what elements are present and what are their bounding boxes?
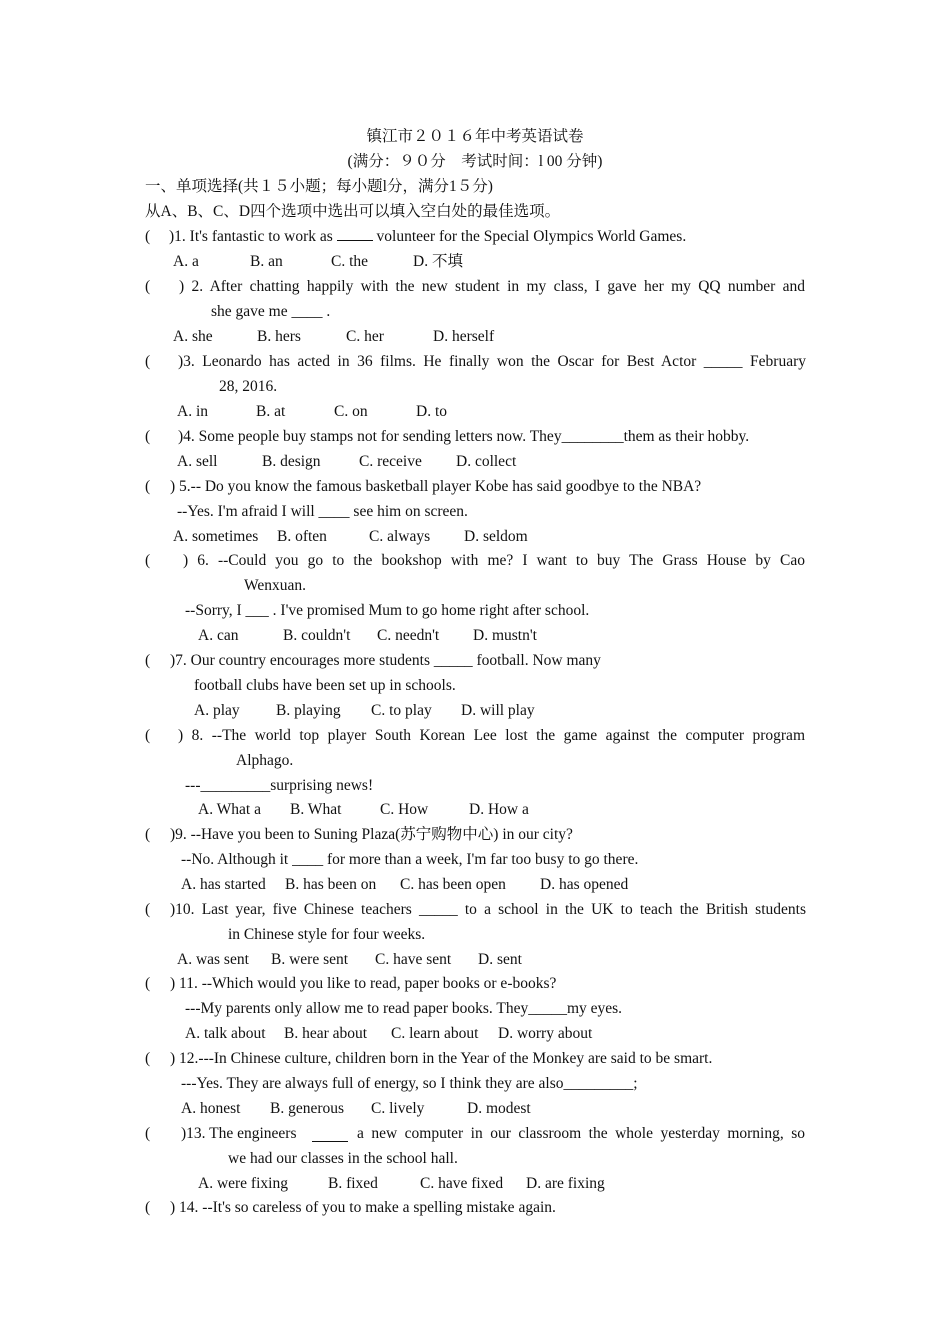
answer-blank <box>312 1126 348 1142</box>
option-a: A. talk about <box>185 1025 266 1042</box>
option-b: B. fixed <box>328 1175 378 1192</box>
question-8-reply: ---_________surprising news! <box>185 777 374 794</box>
question-6: ( ) 6. --Could you go to the bookshop with me? I want to buy The Grass House by Cao <box>145 552 805 569</box>
option-c: C. How <box>380 801 429 818</box>
option-a: A. can <box>198 627 239 644</box>
question-14: ( ) 14. --It's so careless of you to make a spelling mistake again. <box>145 1199 556 1216</box>
option-d: D. seldom <box>464 528 528 545</box>
option-b: B. generous <box>270 1100 345 1117</box>
option-d: D. will play <box>461 702 535 719</box>
question-13-options <box>0 1171 950 1196</box>
question-8-cont: Alphago. <box>236 752 294 769</box>
answer-paren: ( <box>145 228 151 245</box>
option-a: A. has started <box>181 876 266 893</box>
option-c: C. have fixed <box>420 1175 504 1192</box>
option-b: B. hers <box>257 328 301 345</box>
option-c: C. on <box>334 403 368 420</box>
question-10-options <box>0 947 950 972</box>
question-10-cont: in Chinese style for four weeks. <box>228 926 426 943</box>
option-b: B. were sent <box>271 951 349 968</box>
option-d: D. How a <box>469 801 529 818</box>
page-subtitle: (满分：９０分 考试时间：l 00 分钟) <box>347 153 603 170</box>
question-1-options <box>0 249 950 274</box>
question-5-cont: --Yes. I'm afraid I will ____ see him on screen. <box>177 503 468 520</box>
question-2-options <box>0 324 950 349</box>
question-8-options <box>0 797 950 822</box>
question-7: ( )7. Our country encourages more students _____ football. Now many <box>145 652 601 669</box>
question-9: ( )9. --Have you been to Suning Plaza(苏宁购物中心) in our city? <box>145 826 573 843</box>
question-13-cont: we had our classes in the school hall. <box>228 1150 458 1167</box>
option-a: A. were fixing <box>198 1175 288 1192</box>
option-a: A. sell <box>177 453 218 470</box>
option-b: B. an <box>250 253 283 270</box>
question-6-reply: --Sorry, I ___ . I've promised Mum to go home right after school. <box>185 602 590 619</box>
option-c: C. has been open <box>400 876 506 893</box>
question-4-options <box>0 449 950 474</box>
option-d: D. 不填 <box>413 253 463 270</box>
option-c: C. needn't <box>377 627 440 644</box>
option-d: D. mustn't <box>473 627 537 644</box>
question-11-options <box>0 1021 950 1046</box>
option-d: D. herself <box>433 328 495 345</box>
question-2-cont: she gave me ____ . <box>211 303 331 320</box>
option-c: C. learn about <box>391 1025 479 1042</box>
option-b: B. What <box>290 801 342 818</box>
option-c: C. the <box>331 253 369 270</box>
option-b: B. playing <box>276 702 341 719</box>
question-3: ( )3. Leonardo has acted in 36 films. He finally won the Oscar for Best Actor _____ February <box>145 353 806 370</box>
question-12-options <box>0 1096 950 1121</box>
option-a: A. What a <box>198 801 261 818</box>
option-c: C. receive <box>359 453 422 470</box>
question-5: ( ) 5.-- Do you know the famous basketball player Kobe has said goodbye to the NBA? <box>145 478 702 495</box>
question-9-options <box>0 872 950 897</box>
option-a: A. sometimes <box>173 528 259 545</box>
option-c: C. her <box>346 328 384 345</box>
section-instruction: 从A、B、C、D四个选项中选出可以填入空白处的最佳选项。 <box>145 203 561 220</box>
question-7-cont: football clubs have been set up in schools. <box>194 677 456 694</box>
question-9-reply: --No. Although it ____ for more than a week, I'm far too busy to go there. <box>181 851 639 868</box>
question-1: ( )1. It's fantastic to work as volunteer for the Special Olympics World Games. <box>145 224 810 249</box>
option-d: D. worry about <box>498 1025 593 1042</box>
question-3-options <box>0 399 950 424</box>
option-a: A. play <box>194 702 240 719</box>
option-d: D. modest <box>467 1100 531 1117</box>
option-b: B. hear about <box>284 1025 368 1042</box>
option-d: D. has opened <box>540 876 629 893</box>
option-b: B. has been on <box>285 876 377 893</box>
question-7-options <box>0 698 950 723</box>
question-12-reply: ---Yes. They are always full of energy, so I think they are also_________; <box>181 1075 638 1092</box>
option-d: D. collect <box>456 453 517 470</box>
question-11: ( ) 11. --Which would you like to read, paper books or e-books? <box>145 975 557 992</box>
question-13: ( )13. The engineers a new computer in our classroom the whole yesterday morning, so <box>145 1125 805 1142</box>
option-d: D. to <box>416 403 447 420</box>
question-3-cont: 28, 2016. <box>219 378 278 395</box>
question-10: ( )10. Last year, five Chinese teachers _____ to a school in the UK to teach the British students <box>145 901 806 918</box>
question-6-cont: Wenxuan. <box>244 577 307 594</box>
question-5-options <box>0 524 950 549</box>
option-d: D. are fixing <box>526 1175 605 1192</box>
option-a: A. a <box>173 253 199 270</box>
question-11-reply: ---My parents only allow me to read paper books. They_____my eyes. <box>185 1000 623 1017</box>
section-heading: 一、单项选择(共１５小题；每小题l分，满分1５分) <box>145 178 493 195</box>
option-b: B. at <box>256 403 286 420</box>
question-12: ( ) 12.---In Chinese culture, children born in the Year of the Monkey are said to be smart. <box>145 1050 713 1067</box>
option-d: D. sent <box>478 951 522 968</box>
question-4: ( )4. Some people buy stamps not for sending letters now. They________them as their hobby. <box>145 428 750 445</box>
question-6-options <box>0 623 950 648</box>
option-b: B. design <box>262 453 321 470</box>
question-2: ( ) 2. After chatting happily with the new student in my class, I gave her my QQ number and <box>145 278 805 295</box>
page-title: 镇江市２０１６年中考英语试卷 <box>366 128 584 145</box>
option-b: B. couldn't <box>283 627 351 644</box>
question-8: ( ) 8. --The world top player South Korean Lee lost the game against the computer program <box>145 727 805 744</box>
option-a: A. honest <box>181 1100 241 1117</box>
option-c: C. lively <box>371 1100 425 1117</box>
option-a: A. she <box>173 328 213 345</box>
option-c: C. always <box>369 528 431 545</box>
option-c: C. to play <box>371 702 432 719</box>
answer-blank <box>337 225 373 241</box>
option-a: A. was sent <box>177 951 249 968</box>
option-a: A. in <box>177 403 208 420</box>
option-c: C. have sent <box>375 951 452 968</box>
option-b: B. often <box>277 528 327 545</box>
